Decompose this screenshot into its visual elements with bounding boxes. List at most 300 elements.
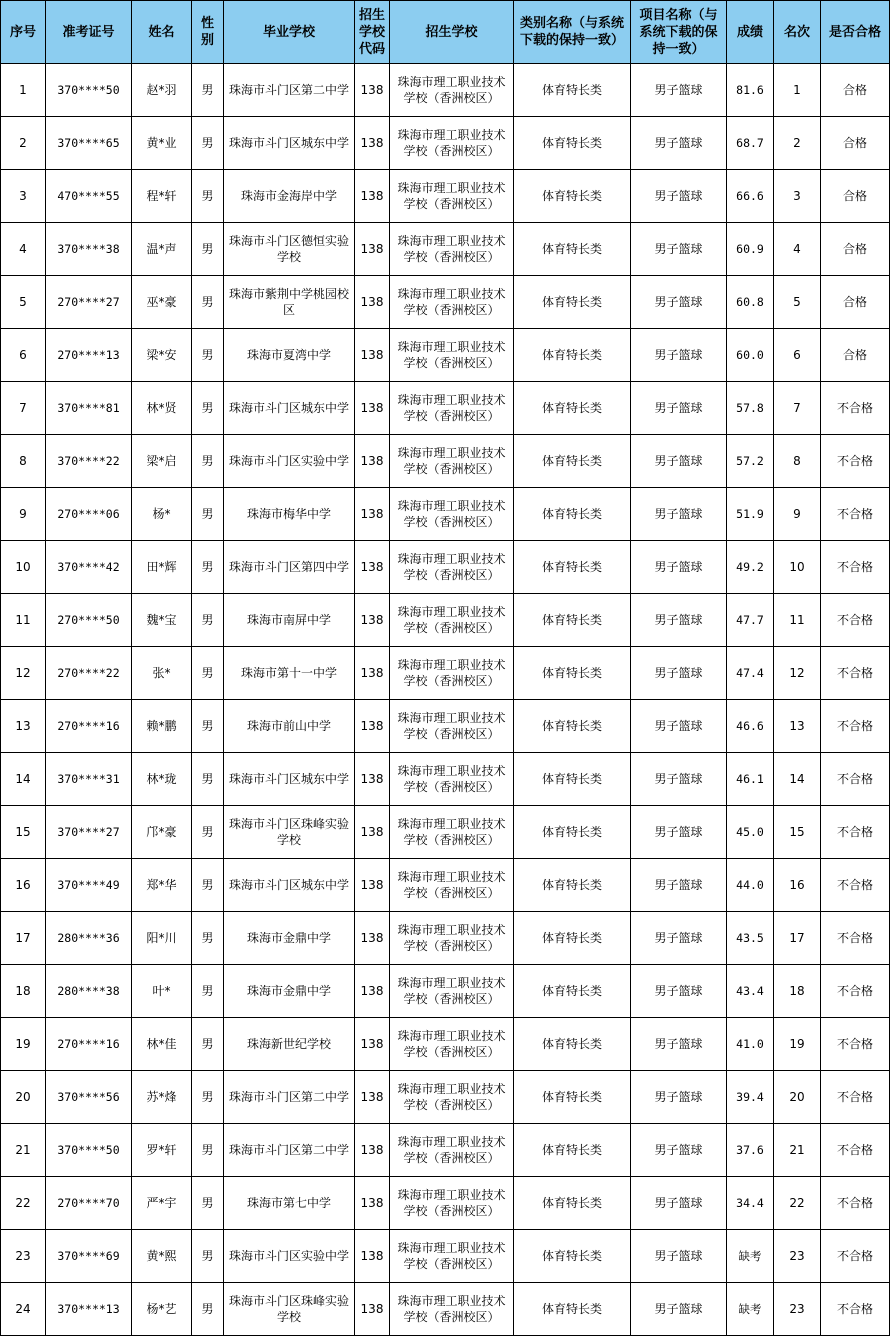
col-header-school-code: 招生学校代码 (355, 1, 390, 64)
cell-project: 男子篮球 (631, 1071, 727, 1124)
cell-grad-school: 珠海市斗门区城东中学 (224, 753, 355, 806)
cell-school-code: 138 (355, 64, 390, 117)
cell-exam-id: 470****55 (46, 170, 132, 223)
cell-grad-school: 珠海市斗门区第二中学 (224, 64, 355, 117)
cell-qualified: 不合格 (821, 859, 890, 912)
cell-score: 39.4 (727, 1071, 774, 1124)
cell-admit-school: 珠海市理工职业技术学校（香洲校区） (390, 912, 514, 965)
cell-project: 男子篮球 (631, 1177, 727, 1230)
cell-school-code: 138 (355, 912, 390, 965)
table-row (1, 170, 890, 223)
cell-grad-school: 珠海市金海岸中学 (224, 170, 355, 223)
cell-score: 45.0 (727, 806, 774, 859)
cell-qualified: 不合格 (821, 647, 890, 700)
cell-category: 体育特长类 (514, 806, 631, 859)
cell-grad-school: 珠海市金鼎中学 (224, 912, 355, 965)
cell-score: 缺考 (727, 1230, 774, 1283)
cell-qualified: 不合格 (821, 1177, 890, 1230)
cell-score: 46.6 (727, 700, 774, 753)
cell-exam-id: 270****16 (46, 1018, 132, 1071)
cell-score: 68.7 (727, 117, 774, 170)
cell-category: 体育特长类 (514, 594, 631, 647)
cell-school-code: 138 (355, 382, 390, 435)
cell-school-code: 138 (355, 647, 390, 700)
cell-admit-school: 珠海市理工职业技术学校（香洲校区） (390, 1071, 514, 1124)
cell-student-name: 罗*轩 (132, 1124, 192, 1177)
cell-gender: 男 (192, 435, 224, 488)
cell-exam-id: 370****13 (46, 1283, 132, 1336)
cell-category: 体育特长类 (514, 1018, 631, 1071)
cell-category: 体育特长类 (514, 753, 631, 806)
col-header-index: 序号 (1, 1, 46, 64)
cell-student-name: 黄*熙 (132, 1230, 192, 1283)
cell-grad-school: 珠海市金鼎中学 (224, 965, 355, 1018)
cell-index: 22 (1, 1177, 46, 1230)
cell-student-name: 叶* (132, 965, 192, 1018)
cell-school-code: 138 (355, 1018, 390, 1071)
cell-exam-id: 370****49 (46, 859, 132, 912)
col-header-exam-id: 准考证号 (46, 1, 132, 64)
cell-gender: 男 (192, 1018, 224, 1071)
cell-category: 体育特长类 (514, 488, 631, 541)
cell-school-code: 138 (355, 117, 390, 170)
cell-category: 体育特长类 (514, 64, 631, 117)
cell-score: 47.4 (727, 647, 774, 700)
cell-admit-school: 珠海市理工职业技术学校（香洲校区） (390, 806, 514, 859)
cell-grad-school: 珠海市斗门区城东中学 (224, 382, 355, 435)
cell-project: 男子篮球 (631, 329, 727, 382)
cell-qualified: 不合格 (821, 1230, 890, 1283)
cell-score: 37.6 (727, 1124, 774, 1177)
cell-index: 8 (1, 435, 46, 488)
cell-gender: 男 (192, 223, 224, 276)
cell-gender: 男 (192, 1230, 224, 1283)
cell-project: 男子篮球 (631, 594, 727, 647)
cell-gender: 男 (192, 700, 224, 753)
col-header-project: 项目名称（与系统下载的保持一致） (631, 1, 727, 64)
cell-project: 男子篮球 (631, 912, 727, 965)
cell-category: 体育特长类 (514, 965, 631, 1018)
cell-qualified: 合格 (821, 329, 890, 382)
cell-admit-school: 珠海市理工职业技术学校（香洲校区） (390, 1124, 514, 1177)
cell-index: 13 (1, 700, 46, 753)
cell-rank: 7 (774, 382, 821, 435)
cell-student-name: 赵*羽 (132, 64, 192, 117)
cell-school-code: 138 (355, 1230, 390, 1283)
cell-index: 4 (1, 223, 46, 276)
cell-student-name: 邝*豪 (132, 806, 192, 859)
cell-gender: 男 (192, 488, 224, 541)
cell-project: 男子篮球 (631, 382, 727, 435)
table-row (1, 806, 890, 859)
table-row (1, 541, 890, 594)
cell-admit-school: 珠海市理工职业技术学校（香洲校区） (390, 647, 514, 700)
cell-rank: 17 (774, 912, 821, 965)
cell-score: 46.1 (727, 753, 774, 806)
cell-rank: 6 (774, 329, 821, 382)
cell-exam-id: 370****27 (46, 806, 132, 859)
cell-admit-school: 珠海市理工职业技术学校（香洲校区） (390, 965, 514, 1018)
col-header-admit-school: 招生学校 (390, 1, 514, 64)
cell-student-name: 苏*烽 (132, 1071, 192, 1124)
cell-student-name: 林*贤 (132, 382, 192, 435)
cell-exam-id: 370****31 (46, 753, 132, 806)
cell-index: 6 (1, 329, 46, 382)
table-row (1, 223, 890, 276)
cell-school-code: 138 (355, 753, 390, 806)
cell-grad-school: 珠海市斗门区珠峰实验学校 (224, 806, 355, 859)
cell-project: 男子篮球 (631, 170, 727, 223)
cell-qualified: 合格 (821, 170, 890, 223)
cell-category: 体育特长类 (514, 117, 631, 170)
cell-qualified: 不合格 (821, 435, 890, 488)
table-row (1, 1177, 890, 1230)
cell-gender: 男 (192, 912, 224, 965)
cell-admit-school: 珠海市理工职业技术学校（香洲校区） (390, 1230, 514, 1283)
cell-school-code: 138 (355, 435, 390, 488)
cell-admit-school: 珠海市理工职业技术学校（香洲校区） (390, 541, 514, 594)
cell-qualified: 不合格 (821, 806, 890, 859)
cell-index: 21 (1, 1124, 46, 1177)
cell-admit-school: 珠海市理工职业技术学校（香洲校区） (390, 435, 514, 488)
cell-grad-school: 珠海市斗门区德恒实验学校 (224, 223, 355, 276)
cell-grad-school: 珠海市梅华中学 (224, 488, 355, 541)
cell-category: 体育特长类 (514, 859, 631, 912)
cell-school-code: 138 (355, 170, 390, 223)
cell-rank: 8 (774, 435, 821, 488)
table-row (1, 488, 890, 541)
cell-rank: 16 (774, 859, 821, 912)
cell-grad-school: 珠海市南屏中学 (224, 594, 355, 647)
cell-grad-school: 珠海市紫荆中学桃园校区 (224, 276, 355, 329)
cell-exam-id: 270****16 (46, 700, 132, 753)
cell-exam-id: 370****38 (46, 223, 132, 276)
cell-grad-school: 珠海市夏湾中学 (224, 329, 355, 382)
col-header-category: 类别名称（与系统下载的保持一致） (514, 1, 631, 64)
cell-score: 49.2 (727, 541, 774, 594)
cell-score: 47.7 (727, 594, 774, 647)
table-row (1, 1230, 890, 1283)
col-header-score: 成绩 (727, 1, 774, 64)
cell-admit-school: 珠海市理工职业技术学校（香洲校区） (390, 329, 514, 382)
cell-rank: 11 (774, 594, 821, 647)
table-row (1, 276, 890, 329)
cell-score: 43.5 (727, 912, 774, 965)
cell-grad-school: 珠海市斗门区珠峰实验学校 (224, 1283, 355, 1336)
cell-project: 男子篮球 (631, 1283, 727, 1336)
cell-grad-school: 珠海市斗门区城东中学 (224, 117, 355, 170)
cell-gender: 男 (192, 276, 224, 329)
cell-gender: 男 (192, 117, 224, 170)
cell-admit-school: 珠海市理工职业技术学校（香洲校区） (390, 859, 514, 912)
cell-category: 体育特长类 (514, 170, 631, 223)
cell-admit-school: 珠海市理工职业技术学校（香洲校区） (390, 223, 514, 276)
cell-index: 19 (1, 1018, 46, 1071)
cell-gender: 男 (192, 806, 224, 859)
cell-exam-id: 280****38 (46, 965, 132, 1018)
cell-admit-school: 珠海市理工职业技术学校（香洲校区） (390, 700, 514, 753)
cell-index: 24 (1, 1283, 46, 1336)
cell-category: 体育特长类 (514, 700, 631, 753)
cell-rank: 3 (774, 170, 821, 223)
cell-score: 57.8 (727, 382, 774, 435)
cell-exam-id: 270****70 (46, 1177, 132, 1230)
cell-rank: 20 (774, 1071, 821, 1124)
cell-gender: 男 (192, 1177, 224, 1230)
cell-student-name: 林*佳 (132, 1018, 192, 1071)
cell-category: 体育特长类 (514, 276, 631, 329)
cell-rank: 13 (774, 700, 821, 753)
cell-index: 7 (1, 382, 46, 435)
cell-student-name: 巫*豪 (132, 276, 192, 329)
cell-qualified: 不合格 (821, 382, 890, 435)
cell-score: 60.0 (727, 329, 774, 382)
cell-score: 41.0 (727, 1018, 774, 1071)
cell-category: 体育特长类 (514, 1124, 631, 1177)
cell-index: 23 (1, 1230, 46, 1283)
cell-gender: 男 (192, 1283, 224, 1336)
cell-rank: 23 (774, 1283, 821, 1336)
cell-qualified: 合格 (821, 276, 890, 329)
cell-school-code: 138 (355, 1071, 390, 1124)
cell-gender: 男 (192, 1124, 224, 1177)
cell-index: 14 (1, 753, 46, 806)
cell-index: 15 (1, 806, 46, 859)
cell-score: 34.4 (727, 1177, 774, 1230)
table-row (1, 700, 890, 753)
cell-exam-id: 370****65 (46, 117, 132, 170)
cell-index: 16 (1, 859, 46, 912)
cell-grad-school: 珠海市斗门区实验中学 (224, 1230, 355, 1283)
cell-rank: 2 (774, 117, 821, 170)
cell-score: 缺考 (727, 1283, 774, 1336)
cell-qualified: 不合格 (821, 1018, 890, 1071)
cell-student-name: 赖*鹏 (132, 700, 192, 753)
cell-rank: 12 (774, 647, 821, 700)
cell-project: 男子篮球 (631, 435, 727, 488)
cell-project: 男子篮球 (631, 753, 727, 806)
cell-exam-id: 280****36 (46, 912, 132, 965)
header-row (1, 1, 890, 64)
cell-score: 44.0 (727, 859, 774, 912)
cell-qualified: 不合格 (821, 912, 890, 965)
cell-gender: 男 (192, 64, 224, 117)
cell-project: 男子篮球 (631, 541, 727, 594)
cell-index: 17 (1, 912, 46, 965)
cell-school-code: 138 (355, 1283, 390, 1336)
cell-category: 体育特长类 (514, 223, 631, 276)
cell-rank: 14 (774, 753, 821, 806)
table-body (1, 64, 890, 1336)
table-row (1, 382, 890, 435)
cell-gender: 男 (192, 965, 224, 1018)
cell-school-code: 138 (355, 488, 390, 541)
cell-exam-id: 270****22 (46, 647, 132, 700)
cell-category: 体育特长类 (514, 541, 631, 594)
cell-school-code: 138 (355, 223, 390, 276)
cell-school-code: 138 (355, 859, 390, 912)
cell-category: 体育特长类 (514, 382, 631, 435)
cell-index: 2 (1, 117, 46, 170)
cell-student-name: 黄*业 (132, 117, 192, 170)
cell-exam-id: 270****50 (46, 594, 132, 647)
col-header-name: 姓名 (132, 1, 192, 64)
cell-rank: 22 (774, 1177, 821, 1230)
cell-gender: 男 (192, 541, 224, 594)
col-header-gender: 性别 (192, 1, 224, 64)
cell-score: 57.2 (727, 435, 774, 488)
cell-index: 18 (1, 965, 46, 1018)
cell-school-code: 138 (355, 965, 390, 1018)
cell-grad-school: 珠海市前山中学 (224, 700, 355, 753)
cell-rank: 5 (774, 276, 821, 329)
table-row (1, 594, 890, 647)
cell-exam-id: 270****13 (46, 329, 132, 382)
cell-project: 男子篮球 (631, 965, 727, 1018)
cell-student-name: 林*珑 (132, 753, 192, 806)
cell-rank: 9 (774, 488, 821, 541)
table-row (1, 435, 890, 488)
cell-project: 男子篮球 (631, 647, 727, 700)
cell-score: 60.9 (727, 223, 774, 276)
cell-student-name: 杨* (132, 488, 192, 541)
cell-admit-school: 珠海市理工职业技术学校（香洲校区） (390, 170, 514, 223)
cell-student-name: 阳*川 (132, 912, 192, 965)
table-row (1, 965, 890, 1018)
cell-gender: 男 (192, 382, 224, 435)
cell-qualified: 不合格 (821, 488, 890, 541)
cell-score: 43.4 (727, 965, 774, 1018)
cell-exam-id: 370****69 (46, 1230, 132, 1283)
cell-qualified: 合格 (821, 117, 890, 170)
table-row (1, 753, 890, 806)
cell-rank: 1 (774, 64, 821, 117)
cell-admit-school: 珠海市理工职业技术学校（香洲校区） (390, 1018, 514, 1071)
table-row (1, 117, 890, 170)
cell-admit-school: 珠海市理工职业技术学校（香洲校区） (390, 1177, 514, 1230)
cell-student-name: 梁*启 (132, 435, 192, 488)
table-row (1, 859, 890, 912)
cell-exam-id: 270****27 (46, 276, 132, 329)
cell-category: 体育特长类 (514, 912, 631, 965)
cell-gender: 男 (192, 647, 224, 700)
cell-project: 男子篮球 (631, 1230, 727, 1283)
cell-grad-school: 珠海市斗门区第二中学 (224, 1071, 355, 1124)
cell-category: 体育特长类 (514, 647, 631, 700)
table-row (1, 647, 890, 700)
table-row (1, 64, 890, 117)
cell-category: 体育特长类 (514, 329, 631, 382)
cell-gender: 男 (192, 753, 224, 806)
cell-student-name: 张* (132, 647, 192, 700)
cell-exam-id: 370****50 (46, 64, 132, 117)
cell-score: 66.6 (727, 170, 774, 223)
cell-grad-school: 珠海市第十一中学 (224, 647, 355, 700)
cell-score: 60.8 (727, 276, 774, 329)
cell-grad-school: 珠海市第七中学 (224, 1177, 355, 1230)
cell-qualified: 不合格 (821, 594, 890, 647)
cell-score: 81.6 (727, 64, 774, 117)
cell-rank: 4 (774, 223, 821, 276)
cell-school-code: 138 (355, 1177, 390, 1230)
cell-student-name: 魏*宝 (132, 594, 192, 647)
cell-exam-id: 370****22 (46, 435, 132, 488)
cell-admit-school: 珠海市理工职业技术学校（香洲校区） (390, 64, 514, 117)
cell-school-code: 138 (355, 276, 390, 329)
cell-rank: 21 (774, 1124, 821, 1177)
cell-school-code: 138 (355, 1124, 390, 1177)
cell-project: 男子篮球 (631, 1018, 727, 1071)
cell-qualified: 不合格 (821, 965, 890, 1018)
cell-project: 男子篮球 (631, 806, 727, 859)
cell-qualified: 不合格 (821, 1124, 890, 1177)
table-row (1, 1283, 890, 1336)
table-row (1, 912, 890, 965)
cell-gender: 男 (192, 170, 224, 223)
cell-admit-school: 珠海市理工职业技术学校（香洲校区） (390, 382, 514, 435)
cell-qualified: 合格 (821, 64, 890, 117)
cell-rank: 15 (774, 806, 821, 859)
cell-gender: 男 (192, 859, 224, 912)
cell-admit-school: 珠海市理工职业技术学校（香洲校区） (390, 753, 514, 806)
cell-index: 3 (1, 170, 46, 223)
cell-grad-school: 珠海新世纪学校 (224, 1018, 355, 1071)
cell-grad-school: 珠海市斗门区实验中学 (224, 435, 355, 488)
cell-grad-school: 珠海市斗门区第二中学 (224, 1124, 355, 1177)
cell-student-name: 田*辉 (132, 541, 192, 594)
cell-school-code: 138 (355, 329, 390, 382)
cell-admit-school: 珠海市理工职业技术学校（香洲校区） (390, 276, 514, 329)
cell-project: 男子篮球 (631, 64, 727, 117)
cell-project: 男子篮球 (631, 700, 727, 753)
cell-index: 1 (1, 64, 46, 117)
cell-student-name: 温*声 (132, 223, 192, 276)
cell-grad-school: 珠海市斗门区城东中学 (224, 859, 355, 912)
cell-category: 体育特长类 (514, 435, 631, 488)
cell-school-code: 138 (355, 700, 390, 753)
cell-project: 男子篮球 (631, 859, 727, 912)
cell-admit-school: 珠海市理工职业技术学校（香洲校区） (390, 594, 514, 647)
cell-grad-school: 珠海市斗门区第四中学 (224, 541, 355, 594)
cell-project: 男子篮球 (631, 223, 727, 276)
cell-admit-school: 珠海市理工职业技术学校（香洲校区） (390, 117, 514, 170)
cell-qualified: 不合格 (821, 1071, 890, 1124)
cell-index: 10 (1, 541, 46, 594)
cell-gender: 男 (192, 329, 224, 382)
col-header-qualified: 是否合格 (821, 1, 890, 64)
cell-index: 5 (1, 276, 46, 329)
cell-qualified: 不合格 (821, 1283, 890, 1336)
table-row (1, 329, 890, 382)
cell-rank: 19 (774, 1018, 821, 1071)
col-header-rank: 名次 (774, 1, 821, 64)
cell-qualified: 不合格 (821, 700, 890, 753)
cell-project: 男子篮球 (631, 276, 727, 329)
cell-qualified: 不合格 (821, 753, 890, 806)
cell-qualified: 合格 (821, 223, 890, 276)
cell-category: 体育特长类 (514, 1230, 631, 1283)
cell-score: 51.9 (727, 488, 774, 541)
cell-category: 体育特长类 (514, 1071, 631, 1124)
cell-rank: 18 (774, 965, 821, 1018)
table-row (1, 1018, 890, 1071)
cell-student-name: 程*轩 (132, 170, 192, 223)
cell-student-name: 严*宇 (132, 1177, 192, 1230)
cell-project: 男子篮球 (631, 488, 727, 541)
cell-exam-id: 370****56 (46, 1071, 132, 1124)
cell-rank: 10 (774, 541, 821, 594)
cell-exam-id: 370****81 (46, 382, 132, 435)
